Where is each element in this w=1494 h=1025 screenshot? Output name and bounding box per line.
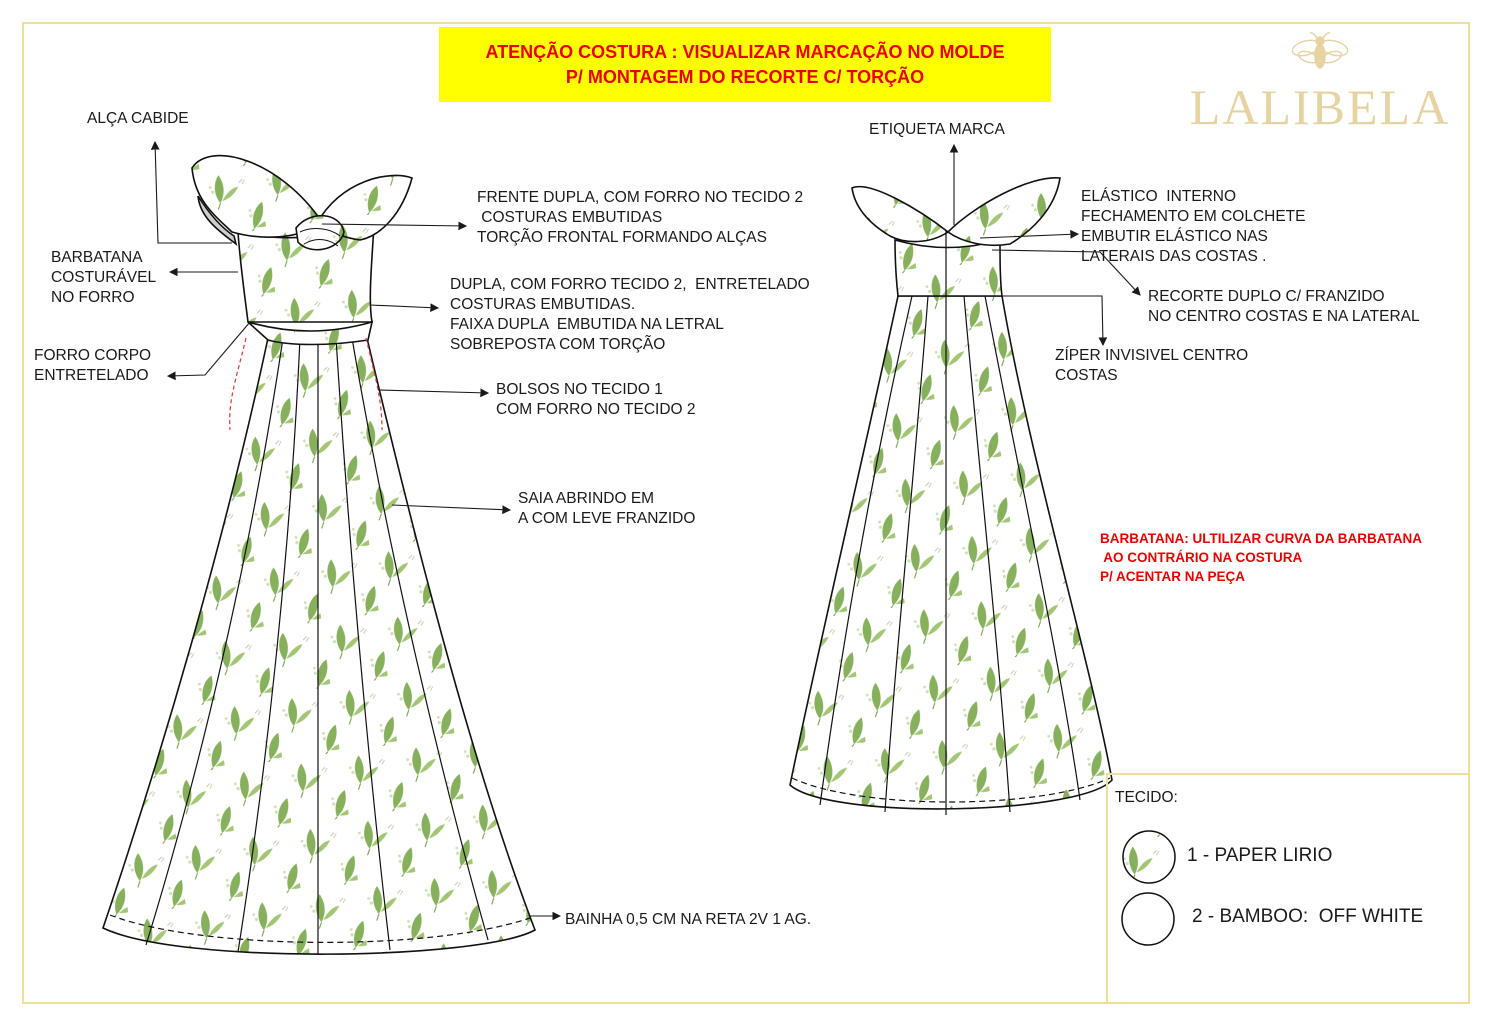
tecido-title: TECIDO: (1115, 789, 1178, 806)
label-alca-cabide: ALÇA CABIDE (87, 110, 189, 127)
label-bainha: BAINHA 0,5 CM NA RETA 2V 1 AG. (565, 911, 812, 928)
tecido-legend (1106, 773, 1470, 1004)
front-skirt (103, 338, 535, 954)
banner-line-1: ATENÇÃO COSTURA : VISUALIZAR MARCAÇÃO NO MOLDE (485, 41, 1005, 62)
label-recorte: RECORTE DUPLO C/ FRANZIDO NO CENTRO COSTAS E NA LATERAL (1148, 288, 1420, 325)
tecido-item-2: 2 - BAMBOO: OFF WHITE (1192, 906, 1424, 927)
back-dress (790, 178, 1112, 815)
label-saia: SAIA ABRINDO EM A COM LEVE FRANZIDO (518, 490, 696, 527)
barbatana-note: BARBATANA: ULTILIZAR CURVA DA BARBATANA AO CONTRÁRIO NA COSTURA P/ ACENTAR NA PEÇA (1100, 531, 1422, 584)
label-ziper: ZÍPER INVISIVEL CENTRO COSTAS (1055, 347, 1249, 384)
label-elastico: ELÁSTICO INTERNO FECHAMENTO EM COLCHETE EMBUTIR ELÁSTICO NAS LATERAIS DAS COSTAS . (1081, 188, 1306, 265)
back-bodice (895, 240, 1002, 296)
label-bolsos: BOLSOS NO TECIDO 1 COM FORRO NO TECIDO 2 (496, 381, 696, 418)
label-barbatana: BARBATANA COSTURÁVEL NO FORRO (51, 249, 157, 306)
brand-name: LALIBELA (1189, 79, 1451, 135)
back-left-strap (852, 187, 948, 242)
label-etiqueta-marca: ETIQUETA MARCA (869, 121, 1005, 138)
label-forro-corpo: FORRO CORPO ENTRETELADO (34, 347, 152, 384)
banner-line-2: P/ MONTAGEM DO RECORTE C/ TORÇÃO (565, 66, 925, 87)
label-frente-dupla: FRENTE DUPLA, COM FORRO NO TECIDO 2 COSTURAS EMBUTIDAS TORÇÃO FRONTAL FORMANDO ALÇAS (477, 189, 804, 246)
label-dupla-forro: DUPLA, COM FORRO TECIDO 2, ENTRETELADO COSTURAS EMBUTIDAS. FAIXA DUPLA EMBUTIDA NA LETRAL SOBREPOSTA COM TORÇÃO (450, 276, 810, 353)
tecido-item-1: 1 - PAPER LIRIO (1187, 845, 1333, 866)
